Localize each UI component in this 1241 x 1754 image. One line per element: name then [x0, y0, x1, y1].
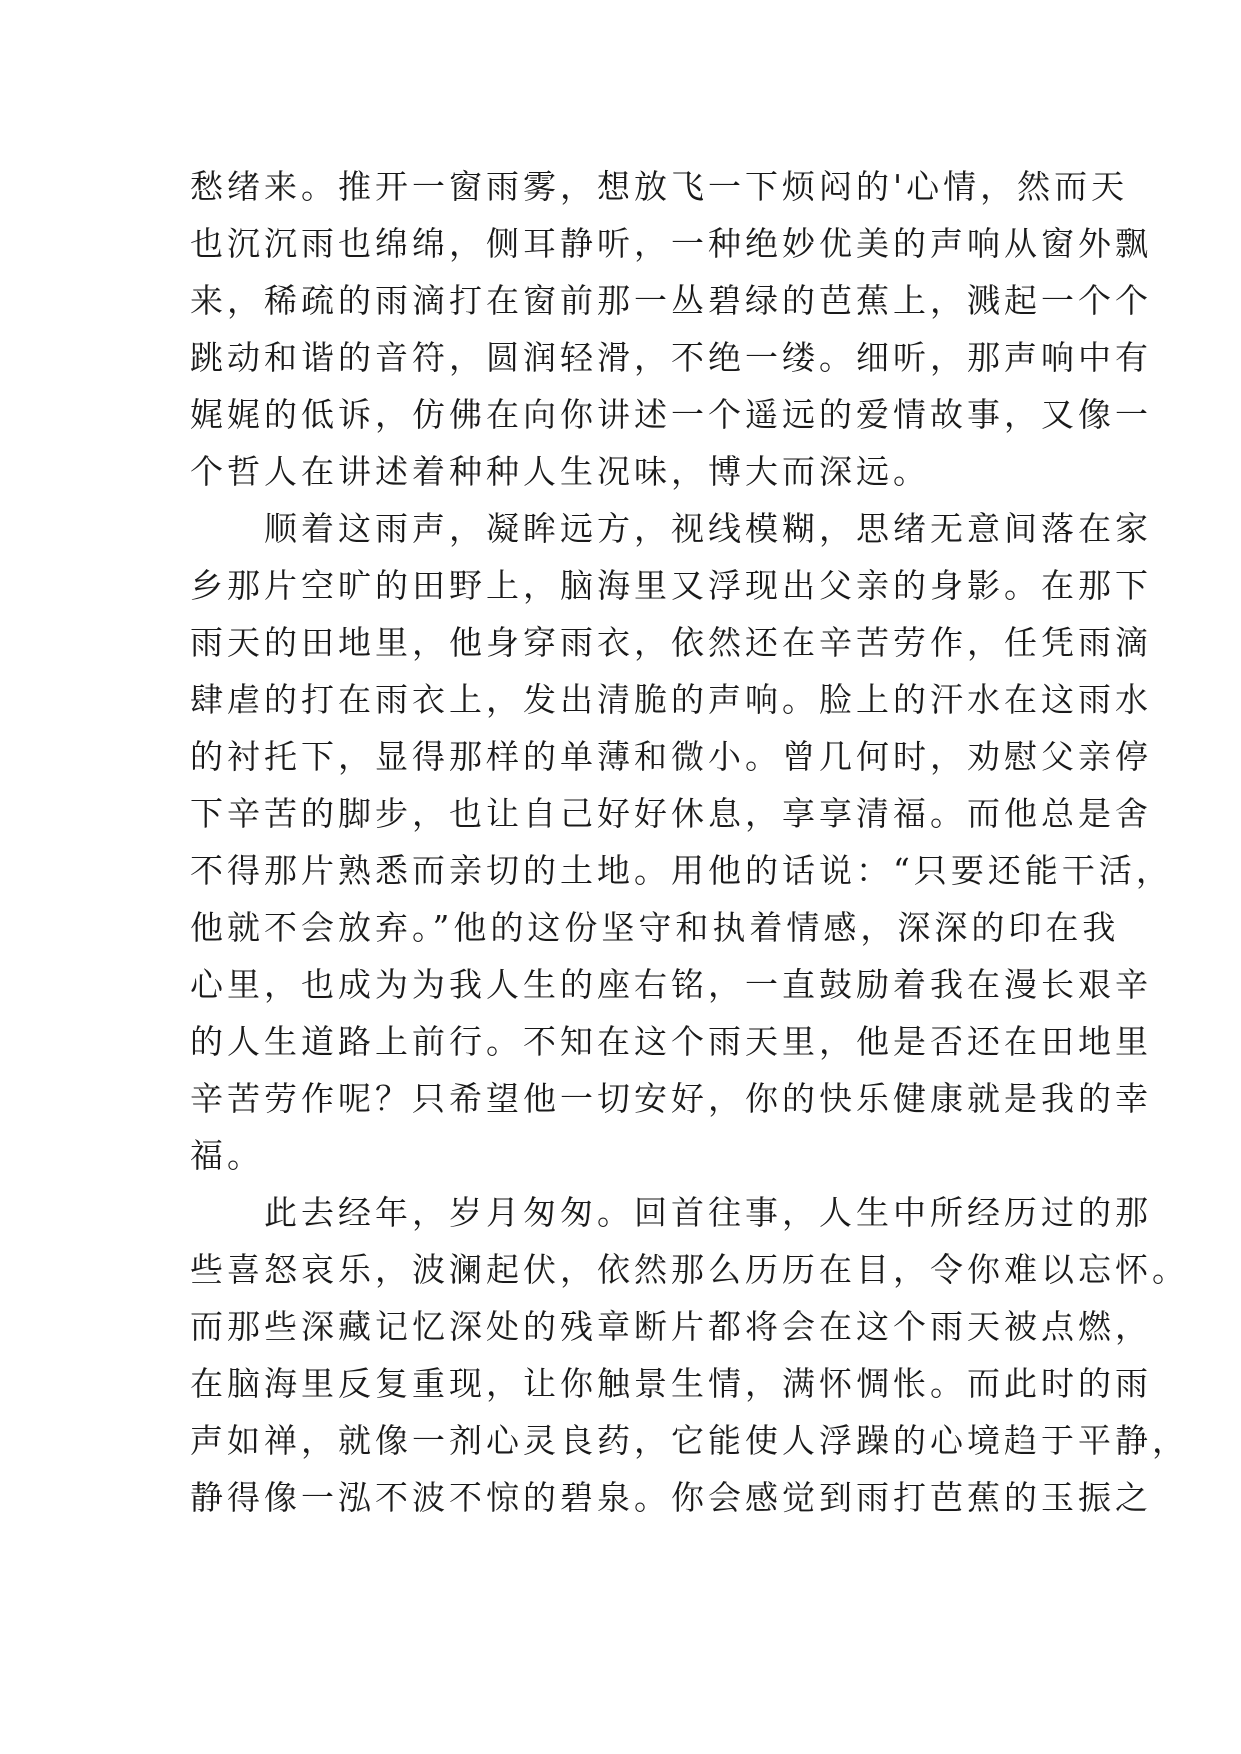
- text-line: 也沉沉雨也绵绵，侧耳静听，一种绝妙优美的声响从窗外飘: [190, 224, 1152, 263]
- text-line: 顺着这雨声，凝眸远方，视线模糊，思绪无意间落在家: [190, 509, 1152, 548]
- text-line: 的人生道路上前行。不知在这个雨天里，他是否还在田地里: [190, 1022, 1152, 1061]
- text-line: 福。: [190, 1136, 264, 1175]
- text-line: 此去经年，岁月匆匆。回首往事，人生中所经历过的那: [190, 1193, 1152, 1232]
- text-line: 而那些深藏记忆深处的残章断片都将会在这个雨天被点燃，: [190, 1307, 1152, 1346]
- text-line: 些喜怒哀乐，波澜起伏，依然那么历历在目，令你难以忘怀。: [190, 1250, 1189, 1289]
- text-line: 来，稀疏的雨滴打在窗前那一丛碧绿的芭蕉上，溅起一个个: [190, 281, 1152, 320]
- text-line: 不得那片熟悉而亲切的土地。用他的话说：“只要还能干活，: [190, 851, 1173, 890]
- body-text: [190, 158, 1189, 1526]
- text-line: 跳动和谐的音符，圆润轻滑，不绝一缕。细听，那声响中有: [190, 338, 1152, 377]
- text-line: 个哲人在讲述着种种人生况味，博大而深远。: [190, 452, 930, 491]
- text-line: 声如禅，就像一剂心灵良药，它能使人浮躁的心境趋于平静，: [190, 1421, 1189, 1460]
- text-line: 乡那片空旷的田野上，脑海里又浮现出父亲的身影。在那下: [190, 566, 1152, 605]
- text-line: 愁绪来。推开一窗雨雾，想放飞一下烦闷的'心情，然而天: [190, 167, 1129, 206]
- text-line: 雨天的田地里，他身穿雨衣，依然还在辛苦劳作，任凭雨滴: [190, 623, 1152, 662]
- text-line: 他就不会放弃。”他的这份坚守和执着情感，深深的印在我: [190, 908, 1120, 947]
- text-line: 心里，也成为为我人生的座右铭，一直鼓励着我在漫长艰辛: [190, 965, 1152, 1004]
- text-line: 静得像一泓不波不惊的碧泉。你会感觉到雨打芭蕉的玉振之: [190, 1478, 1152, 1517]
- text-line: 的衬托下，显得那样的单薄和微小。曾几何时，劝慰父亲停: [190, 737, 1152, 776]
- text-line: 肆虐的打在雨衣上，发出清脆的声响。脸上的汗水在这雨水: [190, 680, 1152, 719]
- text-line: 在脑海里反复重现，让你触景生情，满怀惆怅。而此时的雨: [190, 1364, 1152, 1403]
- text-line: 辛苦劳作呢？只希望他一切安好，你的快乐健康就是我的幸: [190, 1079, 1152, 1118]
- text-line: 娓娓的低诉，仿佛在向你讲述一个遥远的爱情故事，又像一: [190, 395, 1152, 434]
- text-line: 下辛苦的脚步，也让自己好好休息，享享清福。而他总是舍: [190, 794, 1152, 833]
